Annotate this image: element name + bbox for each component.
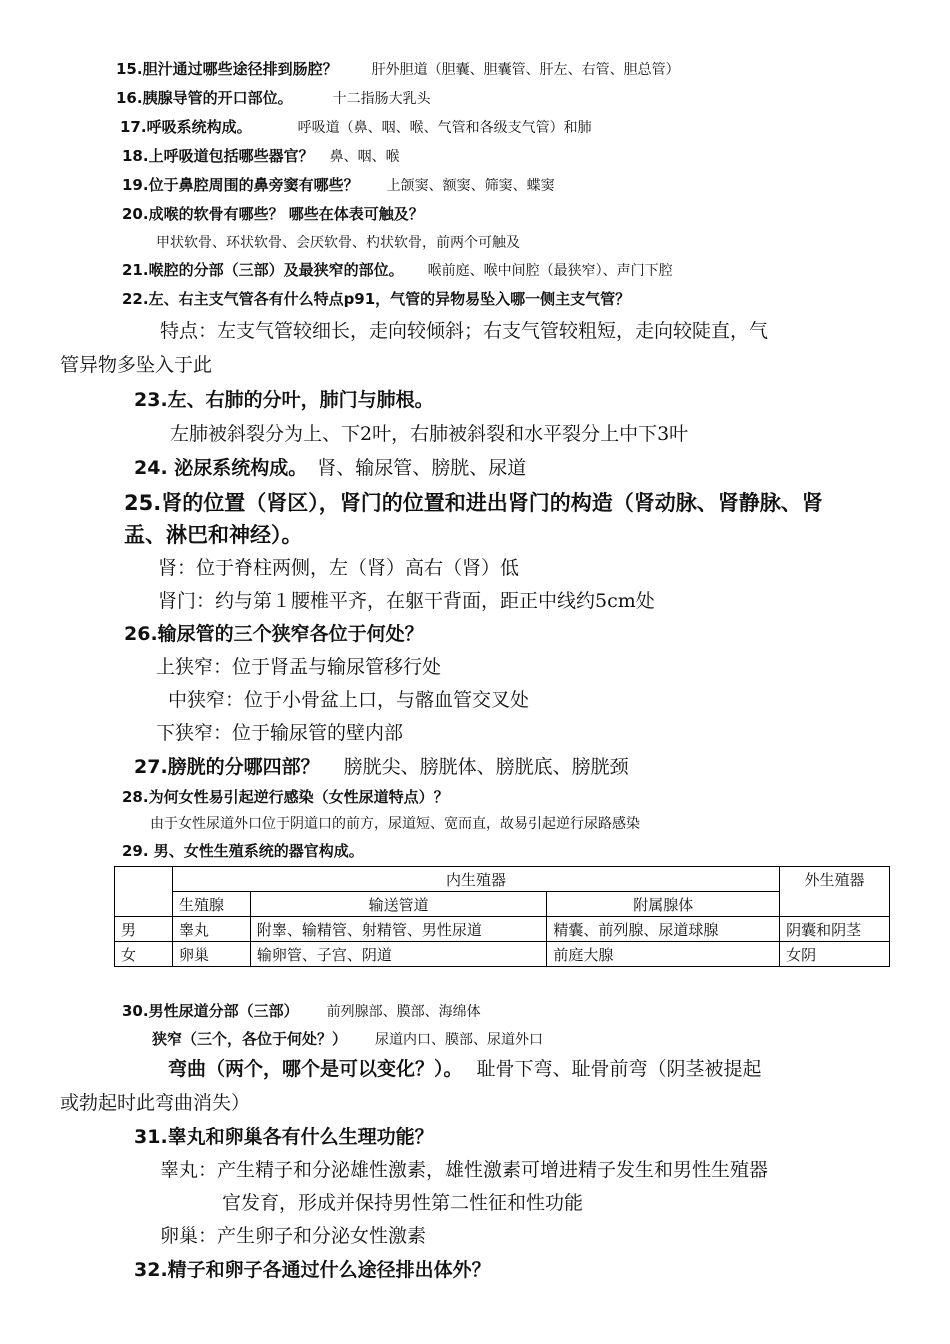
answer-text: 肾：位于脊柱两侧，左（肾）高右（肾）低: [158, 557, 520, 579]
answer-text: 卵巢：产生卵子和分泌女性激素: [160, 1225, 427, 1247]
answer-23: [170, 423, 688, 447]
answer-text: 耻骨下弯、耻骨前弯（阴茎被提起: [476, 1058, 762, 1080]
question-text: 25.肾的位置（肾区），肾门的位置和进出肾门的构造（肾动脉、肾静脉、肾: [124, 491, 823, 515]
cell-gonad: 卵巢: [172, 942, 250, 967]
subheader-gland: 附属腺体: [547, 892, 780, 917]
answer-text: 喉前庭、喉中间腔（最狭窄）、声门下腔: [427, 263, 673, 279]
question-text: 29. 男、女性生殖系统的器官构成。: [122, 842, 364, 860]
question-30-curves: [168, 1058, 762, 1082]
question-text: 19.位于鼻腔周围的鼻旁窦有哪些？: [122, 176, 359, 194]
question-text: 18.上呼吸道包括哪些器官？: [122, 147, 314, 165]
question-31: [134, 1126, 434, 1150]
answer-text: 或勃起时此弯曲消失）: [60, 1092, 251, 1114]
table-corner-cell: [115, 867, 173, 917]
table-subheader-row: [115, 892, 890, 917]
answer-25-line1: [158, 557, 519, 581]
question-32: [134, 1259, 491, 1283]
question-text: 30.男性尿道分部（三部）: [122, 1002, 299, 1020]
answer-text: 官发育，形成并保持男性第二性征和性功能: [222, 1192, 584, 1214]
question-text: 31.睾丸和卵巢各有什么生理功能？: [134, 1126, 434, 1148]
question-text: 24. 泌尿系统构成。: [134, 457, 308, 479]
question-17: [120, 118, 592, 138]
answer-28: [150, 814, 640, 834]
answer-text: 十二指肠大乳头: [332, 91, 431, 107]
question-text: 17.呼吸系统构成。: [120, 118, 252, 136]
reproductive-organs-table: [114, 866, 890, 967]
question-text: 22.左、右主支气管各有什么特点p91，气管的异物易坠入哪一侧主支气管？: [122, 290, 631, 308]
answer-text: 肾、输尿管、膀胱、尿道: [317, 457, 527, 479]
question-30-narrowings: [152, 1030, 543, 1050]
question-text: 16.胰腺导管的开口部位。: [116, 89, 293, 107]
header-external-organs: 外生殖器: [780, 867, 890, 917]
subheader-duct: 输送管道: [250, 892, 547, 917]
cell-gland: 前庭大腺: [547, 942, 780, 967]
question-text: 27.膀胱的分哪四部？: [134, 756, 320, 778]
question-28: [122, 788, 449, 807]
answer-text: 上颌窦、额窦、筛窦、蝶窦: [386, 178, 555, 194]
question-23: [134, 389, 434, 413]
subheader-gonad: 生殖腺: [172, 892, 250, 917]
question-text: 26.输尿管的三个狭窄各位于何处？: [124, 623, 424, 645]
question-29: [122, 842, 364, 861]
cell-duct: 附睾、输精管、射精管、男性尿道: [250, 917, 547, 942]
question-text: 21.喉腔的分部（三部）及最狭窄的部位。: [122, 261, 404, 279]
question-25-line1: [124, 490, 823, 516]
cell-external: 阴囊和阴茎: [780, 917, 890, 942]
answer-text: 下狭窄：位于输尿管的壁内部: [156, 722, 404, 744]
question-27: [134, 756, 629, 780]
question-16: [116, 89, 431, 109]
cell-sex: 男: [115, 917, 173, 942]
answer-text: 管异物多坠入于此: [60, 354, 213, 376]
question-19: [122, 176, 555, 196]
table-header-row: [115, 867, 890, 892]
question-18: [122, 147, 400, 167]
answer-31-line1: [160, 1159, 768, 1183]
answer-text: 特点：左支气管较细长，走向较倾斜；右支气管较粗短，走向较陡直，气: [160, 320, 769, 342]
question-22: [122, 290, 630, 309]
answer-text: 尿道内口、膜部、尿道外口: [375, 1032, 544, 1048]
header-internal-organs: 内生殖器: [172, 867, 779, 892]
question-21: [122, 261, 673, 281]
question-text: 20.成喉的软骨有哪些？ 哪些在体表可触及？: [122, 205, 424, 223]
question-25-line2: [124, 522, 303, 548]
answer-text: 由于女性尿道外口位于阴道口的前方，尿道短、宽而直，故易引起逆行尿路感染: [150, 816, 640, 832]
answer-20: [156, 233, 520, 253]
answer-22-line2: [60, 354, 212, 378]
cell-gland: 精囊、前列腺、尿道球腺: [547, 917, 780, 942]
answer-26-line3: [156, 722, 403, 746]
question-text: 32.精子和卵子各通过什么途径排出体外？: [134, 1259, 491, 1281]
answer-31-line2: [222, 1192, 583, 1216]
answer-22-line1: [160, 320, 768, 344]
question-text: 23.左、右肺的分叶，肺门与肺根。: [134, 389, 434, 411]
answer-text: 上狭窄：位于肾盂与输尿管移行处: [156, 656, 442, 678]
answer-26-line1: [156, 656, 441, 680]
table-row: [115, 942, 890, 967]
cell-duct: 输卵管、子宫、阴道: [250, 942, 547, 967]
answer-text: 甲状软骨、环状软骨、会厌软骨、杓状软骨，前两个可触及: [156, 235, 520, 251]
question-text: 弯曲（两个，哪个是可以变化？）。: [168, 1058, 463, 1080]
answer-26-line2: [168, 689, 529, 713]
cell-sex: 女: [115, 942, 173, 967]
question-24: [134, 457, 526, 481]
question-20: [122, 205, 424, 224]
answer-25-line2: [158, 590, 655, 614]
answer-text: 左肺被斜裂分为上、下2叶，右肺被斜裂和水平裂分上中下3叶: [170, 423, 689, 445]
question-30: [122, 1002, 481, 1022]
table-row: [115, 917, 890, 942]
answer-30-curves-line2: [60, 1092, 250, 1116]
cell-gonad: 睾丸: [172, 917, 250, 942]
question-text: 15.胆汁通过哪些途径排到肠腔？: [116, 60, 338, 78]
answer-text: 肝外胆道（胆囊、胆囊管、肝左、右管、胆总管）: [371, 62, 680, 78]
question-text: 盂、淋巴和神经）。: [124, 523, 303, 547]
question-26: [124, 623, 424, 647]
answer-text: 膀胱尖、膀胱体、膀胱底、膀胱颈: [343, 756, 629, 778]
cell-external: 女阴: [780, 942, 890, 967]
answer-text: 睾丸：产生精子和分泌雄性激素，雄性激素可增进精子发生和男性生殖器: [160, 1159, 769, 1181]
question-15: [116, 60, 680, 80]
answer-text: 前列腺部、膜部、海绵体: [326, 1004, 481, 1020]
question-text: 28.为何女性易引起逆行感染（女性尿道特点）？: [122, 788, 449, 806]
answer-text: 肾门：约与第１腰椎平齐，在躯干背面，距正中线约5cm处: [158, 590, 655, 612]
answer-text: 呼吸道（鼻、咽、喉、气管和各级支气管）和肺: [297, 120, 592, 136]
answer-31-line3: [160, 1225, 426, 1249]
answer-text: 鼻、咽、喉: [329, 149, 400, 165]
question-text: 狭窄（三个，各位于何处？）: [152, 1030, 348, 1048]
answer-text: 中狭窄：位于小骨盆上口，与髂血管交叉处: [168, 689, 530, 711]
